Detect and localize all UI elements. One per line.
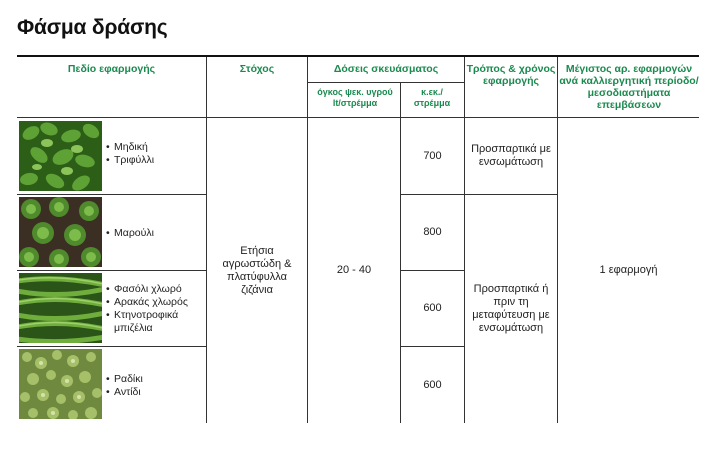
col-divider [206,57,207,423]
header-target: Στόχος [239,63,275,75]
header-method: Τρόπος & χρόνος εφαρμογής [466,63,556,87]
alfalfa-photo [19,121,102,191]
crop-item: • Μαρούλι [106,227,154,240]
dose-cell: 800 [423,226,442,238]
header-dose-per-stremma: κ.εκ./ στρέμμα [413,87,451,108]
row-divider [17,194,207,195]
green-beans-photo [19,273,102,343]
crop-list [106,141,154,167]
crop-list [106,283,188,335]
crop-item: • Κτηνοτροφικά [106,309,188,322]
crop-item: μπιζέλια [114,322,153,334]
target-cell: Ετήσια αγρωστώδη & πλατύφυλλα ζιζάνια [222,244,292,296]
header-max-applications: Μέγιστος αρ. εφαρμογών ανά καλλιεργητική περίοδο/μεσοδιαστήματα επεμβάσεων [559,63,699,111]
max-applications-cell: 1 εφαρμογή [599,264,658,276]
title-divider [17,55,699,57]
header-field: Πεδίο εφαρμογής [67,63,156,75]
header-spray-volume: όγκος ψεκ. υγρού lt/στρέμμα [317,87,393,108]
crop-item: • Τριφύλλι [106,154,154,167]
crop-item: • Ραδίκι [106,373,143,386]
dose-cell: 700 [423,149,442,162]
lettuce-photo [19,197,102,267]
col-divider [464,57,465,423]
row-divider [17,270,207,271]
crop-item: • Αντίδι [106,386,143,399]
crop-item: • Φασόλι χλωρό [106,283,188,296]
chicory-photo [19,349,102,419]
crop-item: • Αρακάς χλωρός [106,296,188,309]
crop-list [106,373,143,399]
spray-volume-cell: 20 - 40 [336,264,372,276]
dose-cell: 600 [423,302,442,314]
doses-subheader-divider [307,82,464,83]
crop-list [106,227,154,240]
row-divider [17,346,207,347]
page-title: Φάσμα δράσης [17,16,168,39]
dose-cell: 600 [423,378,442,391]
header-doses: Δόσεις σκευάσματος [333,63,439,75]
method-cell-2: Προσπαρτικά ή πριν τη μεταφύτευση με ενσωμάτωση [472,283,550,334]
method-cell-1: Προσπαρτικά με ενσωμάτωση [471,143,551,168]
crop-item: • Μηδική [106,141,154,154]
